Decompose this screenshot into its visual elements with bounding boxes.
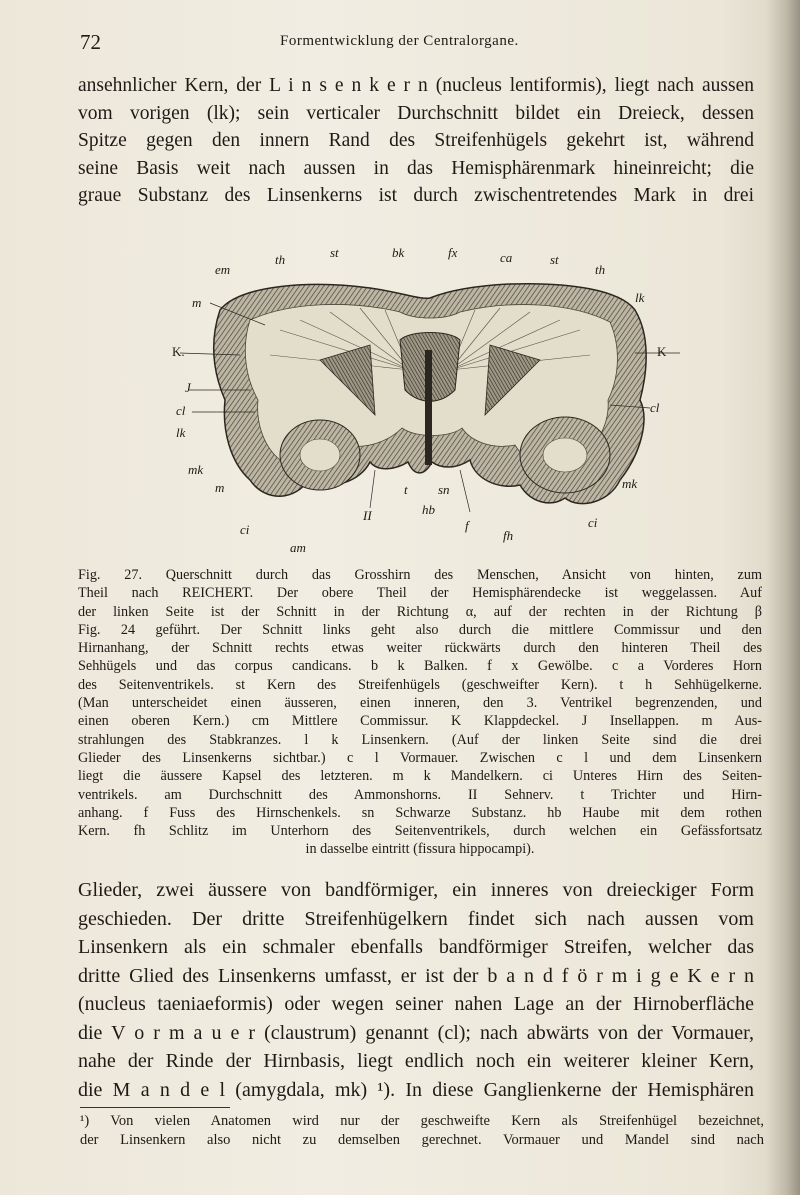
caption-line-last: in dasselbe eintritt (fissura hippocampi). — [305, 841, 535, 858]
paragraph-bottom — [78, 876, 754, 1104]
label-m2: m — [215, 480, 225, 495]
caption-line: anhang. f Fuss des Hirnschenkels. sn Schwarze Substanz. hb Haube mit dem rothen — [78, 804, 762, 821]
label-sn: sn — [438, 482, 450, 497]
label-cl-right: cl — [650, 400, 660, 415]
text-line: seine Basis weit nach aussen in das Hemisphärenmark hineinreicht; die — [78, 157, 754, 179]
footnote-rule — [80, 1107, 230, 1108]
label-ci-left: ci — [240, 522, 250, 537]
label-mk-right: mk — [622, 476, 638, 491]
text-line: Spitze gegen den innern Rand des Streifenhügels gekehrt ist, während — [78, 130, 754, 151]
label-am: am — [290, 540, 306, 555]
text-line: (nucleus taeniaeformis) oder wegen seiner nahen Lage an der Hirnoberfläche — [78, 993, 754, 1015]
caption-line: Glieder des Linsenkerns sichtbar.) c l Vormauer. Zwischen c l und dem Linsenkern — [78, 749, 762, 766]
caption-line: (Man unterscheidet einen äusseren, einen inneren, den 3. Ventrikel begrenzenden, und — [78, 695, 762, 712]
page-edge-shadow — [766, 0, 800, 1195]
caption-line: Sehhügels und das corpus candicans. b k Balken. f x Gewölbe. c a Vorderes Horn — [78, 658, 762, 675]
text-line: die M a n d e l (amygdala, mk) ¹). In diese Ganglienkerne der Hemisphären — [78, 1078, 754, 1101]
label-ca: ca — [500, 250, 513, 265]
page-header — [80, 30, 760, 58]
label-II: II — [363, 508, 372, 523]
label-fh: fh — [503, 528, 514, 543]
caption-line: der linken Seite ist der Schnitt in der Richtung α, auf der rechten in der Richtung β — [78, 603, 762, 620]
text-line: vom vorigen (lk); sein verticaler Durchschnitt bildet ein Dreieck, dessen — [78, 102, 754, 124]
caption-line: einen oberen Kern.) cm Mittlere Commissur. K Klappdeckel. J Insellappen. m Aus- — [78, 713, 762, 730]
label-ci-right: ci — [588, 515, 598, 530]
text-line: geschieden. Der dritte Streifenhügelkern findet sich nach aussen vom — [78, 907, 754, 930]
label-K-right: K — [657, 344, 667, 359]
label-m: m — [192, 295, 202, 310]
text-line: nahe der Rinde der Hirnbasis, liegt endlich noch ein weiterer kleiner Kern, — [78, 1050, 754, 1072]
paragraph-top — [78, 72, 754, 210]
caption-line: Fig. 27. Querschnitt durch das Grosshirn des Menschen, Ansicht von hinten, zum — [78, 567, 762, 583]
label-J: J — [185, 380, 191, 395]
label-st-left: st — [330, 245, 339, 260]
caption-line: ventrikels. am Durchschnitt des Ammonshorns. II Sehnerv. t Trichter und Hirn- — [78, 786, 762, 803]
label-fx: fx — [448, 245, 458, 260]
footnote — [80, 1112, 764, 1150]
label-cl-left: cl — [176, 403, 186, 418]
text-line: die V o r m a u e r (claustrum) genannt (cl); nach abwärts von der Vormauer, — [78, 1021, 754, 1044]
caption-line: des Seitenventrikels. st Kern des Streifenhügels (geschweifter Kern). t h Sehhügelkerne. — [78, 676, 762, 693]
label-hb: hb — [422, 502, 435, 517]
label-em: em — [215, 262, 231, 277]
label-lk-right: lk — [635, 290, 645, 305]
caption-line: Theil nach REICHERT. Der obere Theil der Hemisphärendecke ist weggelassen. Auf — [78, 585, 762, 602]
footnote-line: ¹) Von vielen Anatomen wird nur der geschweifte Kern als Streifenhügel bezeichnet, — [80, 1113, 764, 1129]
label-bk: bk — [392, 245, 405, 260]
text-line: graue Substanz des Linsenkerns ist durch zwischentretendes Mark in drei — [78, 185, 754, 206]
caption-line: Hirnanhang, der Schnitt rechts etwas weiter rückwärts durch den hinteren Theil des — [78, 640, 762, 657]
footnote-line: der Linsenkern also nicht zu demselben gerechnet. Vormauer und Mandel sind nach — [80, 1132, 764, 1148]
third-ventricle — [425, 350, 432, 465]
label-f: f — [465, 518, 469, 533]
label-t: t — [404, 482, 408, 497]
brain-cross-section-figure — [170, 240, 690, 560]
text-line: Linsenkern als ein schmaler ebenfalls bandförmiger Streifen, welcher das — [78, 936, 754, 958]
label-st-right: st — [550, 252, 559, 267]
label-th-right: th — [595, 262, 606, 277]
label-lk-left: lk — [176, 425, 186, 440]
label-K-left: K. — [172, 344, 185, 359]
caption-line: Kern. fh Schlitz im Unterhorn des Seitenventrikels, durch welchen ein Gefässfortsatz — [78, 823, 762, 840]
text-line: dritte Glied des Linsenkerns umfasst, er ist der b a n d f ö r m i g e K e r n — [78, 964, 754, 987]
label-mk-left: mk — [188, 462, 204, 477]
caption-line: liegt die äussere Kapsel des letzteren. m k Mandelkern. ci Unteres Hirn des Seiten- — [78, 768, 762, 785]
figure-caption — [78, 566, 762, 859]
text-line: Glieder, zwei äussere von bandförmiger, ein inneres von dreieckiger Form — [78, 879, 754, 901]
label-th-left: th — [275, 252, 286, 267]
running-title: Formentwicklung der Centralorgane. — [280, 33, 519, 49]
page-number: 72 — [80, 30, 101, 54]
caption-line: Fig. 24 geführt. Der Schnitt links geht also durch die mittlere Commissur und den — [78, 621, 762, 638]
caption-line: strahlungen des Stabkranzes. l k Linsenkern. (Auf der linken Seite sind die drei — [78, 731, 762, 748]
text-line: ansehnlicher Kern, der L i n s e n k e r n (nucleus lentiformis), liegt nach aussen — [78, 75, 754, 96]
